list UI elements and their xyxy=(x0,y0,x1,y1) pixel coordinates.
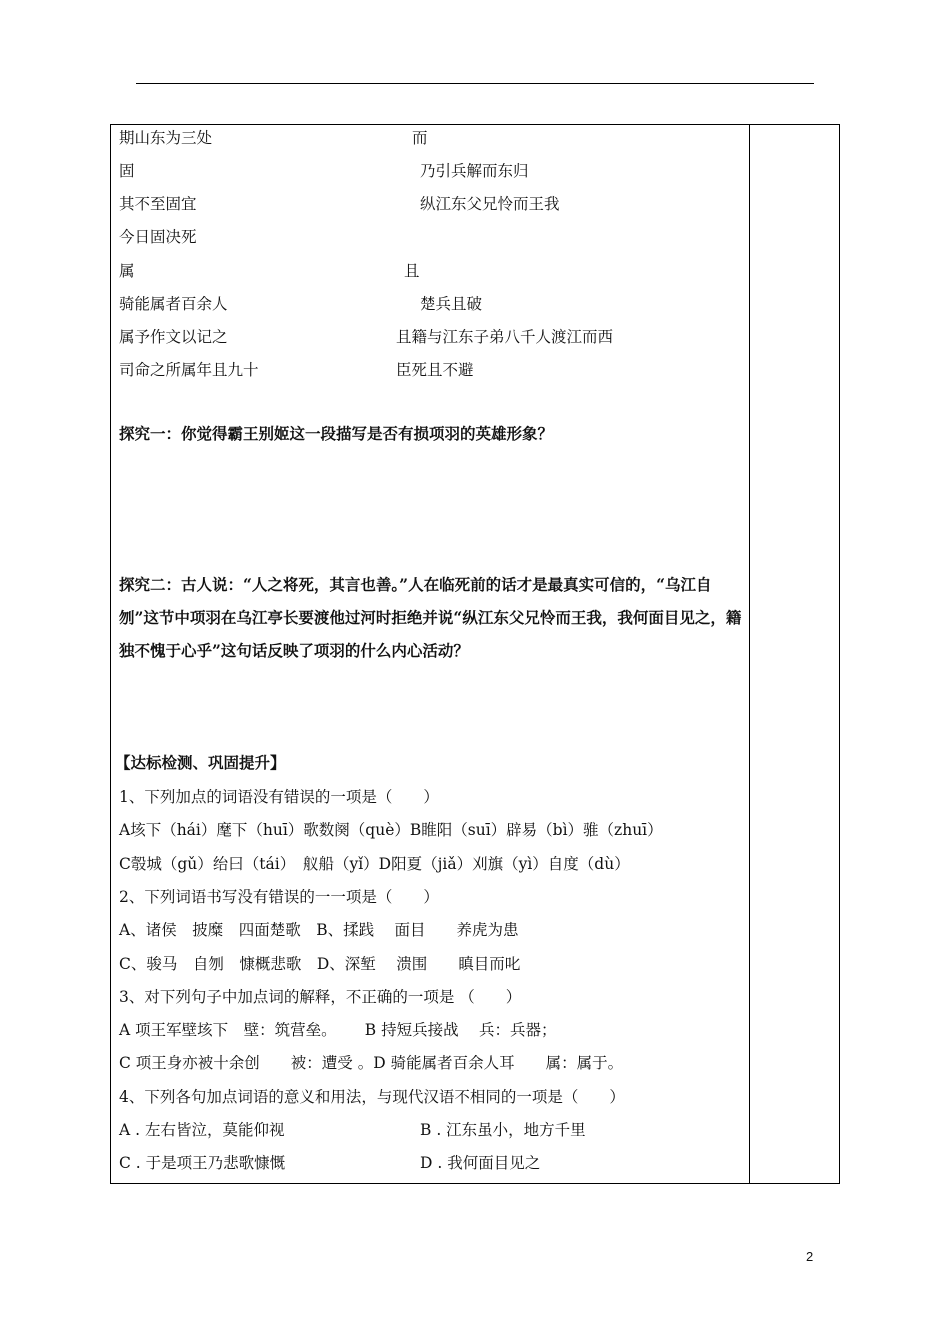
vocab-right: 楚兵且破 xyxy=(420,295,483,313)
vocab-left: 期山东为三处 xyxy=(119,129,213,147)
question-line: A垓下（hái）麾下（huī）歌数阕（què）B睢阳（suī）辟易（bì）骓（zhuī） xyxy=(119,821,663,839)
page-number: 2 xyxy=(806,1249,814,1264)
question-line: 1、下列加点的词语没有错误的一项是（ ） xyxy=(119,788,439,806)
question-line: A 项王军壁垓下 壁：筑营垒。 B 持短兵接战 兵：兵器； xyxy=(119,1021,557,1039)
table-column-divider xyxy=(749,124,750,1184)
vocab-right: 乃引兵解而东归 xyxy=(420,162,529,180)
header-rule xyxy=(136,83,814,84)
question-line: 4、下列各句加点词语的意义和用法，与现代汉语不相同的一项是（ ） xyxy=(119,1088,625,1106)
question-line: A、诸侯 披糜 四面楚歌 B、揉践 面目 养虎为患 xyxy=(119,921,519,939)
inquiry-one: 探究一：你觉得霸王别姬这一段描写是否有损项羽的英雄形象？ xyxy=(119,424,554,443)
vocab-right: 而 xyxy=(412,129,428,147)
question-line: 3、对下列句子中加点词的解释，不正确的一项是 （ ） xyxy=(119,988,522,1006)
inquiry-two: 探究二：古人说：“人之将死，其言也善。”人在临死前的话才是最真实可信的，“乌江自刎”这节中项羽在乌江亭长要渡他过河时拒绝并说“纵江东父兄怜而王我，我何面目见之，籍独不愧于心乎”这句话反映了项羽的什么内心活动？ xyxy=(119,575,742,660)
vocab-right: 臣死且不避 xyxy=(396,361,474,379)
vocab-left: 司命之所属年且九十 xyxy=(119,361,259,379)
option-b: B . 江东虽小，地方千里 xyxy=(420,1121,586,1139)
vocab-right: 且 xyxy=(404,262,420,280)
question-line: C 项王身亦被十余创 被：遭受 。D 骑能属者百余人耳 属：属于。 xyxy=(119,1054,624,1072)
vocab-left: 骑能属者百余人 xyxy=(119,295,228,313)
vocab-left: 其不至固宜 xyxy=(119,195,197,213)
vocab-left: 属予作文以记之 xyxy=(119,328,228,346)
option-c: C . 于是项王乃悲歌慷慨 xyxy=(119,1154,286,1172)
question-line: C、骏马 自刎 慷概悲歌 D、深堑 溃围 瞋目而叱 xyxy=(119,955,521,973)
question-line: 2、下列词语书写没有错误的一一项是（ ） xyxy=(119,888,439,906)
vocab-left: 固 xyxy=(119,162,135,180)
vocab-right: 且籍与江东子弟八千人渡江而西 xyxy=(396,328,614,346)
vocab-left: 今日固决死 xyxy=(119,228,197,246)
vocab-left: 属 xyxy=(119,262,135,280)
option-a: A . 左右皆泣，莫能仰视 xyxy=(119,1121,285,1139)
section-heading: 【达标检测、巩固提升】 xyxy=(115,753,286,772)
question-line: C彀城（gǔ）绐曰（tái） 舣船（yǐ）D阳夏（jiǎ）刈旗（yì）自度（dù） xyxy=(119,855,630,873)
option-d: D . 我何面目见之 xyxy=(420,1154,541,1172)
vocab-right: 纵江东父兄怜而王我 xyxy=(420,195,560,213)
